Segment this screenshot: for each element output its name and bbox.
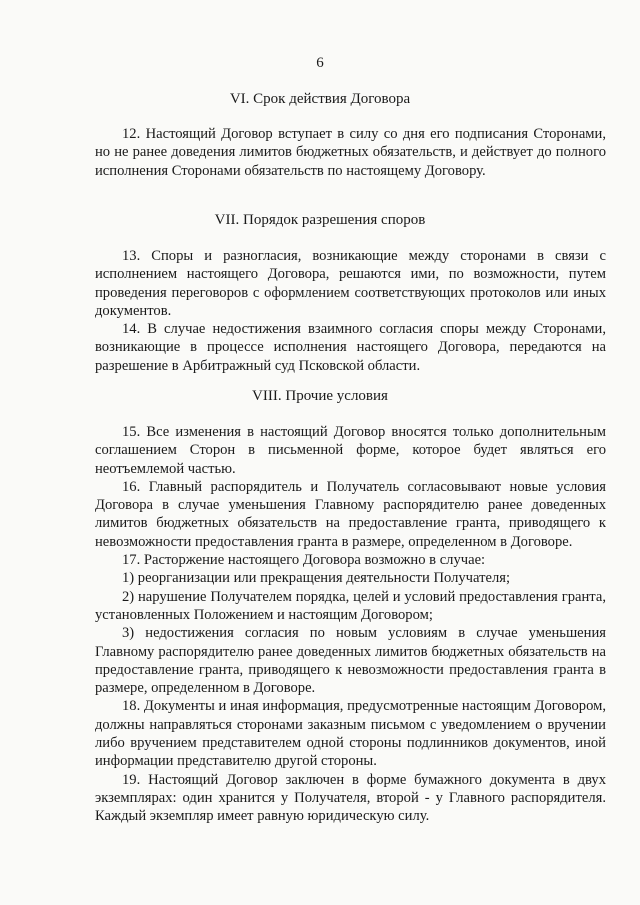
section-title-vii: VII. Порядок разрешения споров (214, 212, 426, 228)
paragraph-18: 18. Документы и иная информация, предусмотренные настоящим Договором, должны направляться сторонами заказным письмом с уведомлением о вручении либо вручением представителем одной стороны подлинников документов, иной информации представителю другой стороны. (95, 698, 606, 770)
section-vi-body (95, 125, 606, 180)
page-number: 6 (316, 55, 324, 71)
list-item-3: 3) недостижения согласия по новым условиям в случае уменьшения Главному распорядителю ранее доведенных лимитов бюджетных обязательств на предоставление гранта, приводящего к невозможности предоставления гранта в размере, определенном в Договоре. (95, 625, 606, 697)
paragraph-17: 17. Расторжение настоящего Договора возможно в случае: (122, 552, 486, 569)
list-item-2: 2) нарушение Получателем порядка, целей и условий предоставления гранта, установленных Положением и настоящим Договором; (95, 588, 606, 623)
paragraph-16: 16. Главный распорядитель и Получатель согласовывают новые условия Договора в случае уменьшения Главному распорядителю ранее доведенных лимитов бюджетных обязательств на предоставление гранта, приводящего к невозможности предоставления гранта в размере, определенном в Договоре. (95, 478, 606, 550)
paragraph-14: 14. В случае недостижения взаимного согласия споры между Сторонами, возникающие в процессе исполнения настоящего Договора, передаются на разрешение в Арбитражный суд Псковской области. (95, 321, 606, 374)
section-title-viii: VIII. Прочие условия (252, 388, 388, 404)
section-title-vi: VI. Срок действия Договора (229, 91, 411, 107)
section-viii-body (95, 423, 606, 826)
list-item-1: 1) реорганизации или прекращения деятельности Получателя; (122, 570, 511, 587)
section-vii-body (95, 247, 606, 375)
paragraph-12: 12. Настоящий Договор вступает в силу со дня его подписания Сторонами, но не ранее доведения лимитов бюджетных обязательств, и действует до полного исполнения Сторонами обязательств по настоящему Договору. (95, 126, 606, 179)
paragraph-15: 15. Все изменения в настоящий Договор вносятся только дополнительным соглашением Сторон в письменной форме, которое будет являться его неотъемлемой частью. (95, 424, 606, 477)
paragraph-13: 13. Споры и разногласия, возникающие между сторонами в связи с исполнением настоящего Договора, решаются ими, по возможности, путем проведения переговоров с оформлением соответствующих протоколов или иных документов. (95, 248, 606, 319)
paragraph-19: 19. Настоящий Договор заключен в форме бумажного документа в двух экземплярах: один хранится у Получателя, второй - у Главного распорядителя. Каждый экземпляр имеет равную юридическую силу. (95, 771, 606, 825)
